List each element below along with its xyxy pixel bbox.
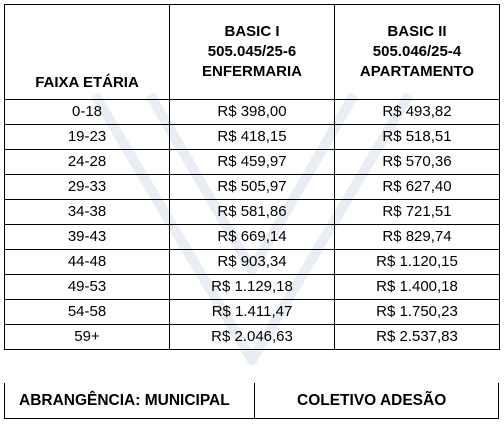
basic-1-price-cell: R$ 669,14 bbox=[170, 225, 335, 250]
age-column-header bbox=[5, 5, 170, 100]
coverage-label: ABRANGÊNCIA: MUNICIPAL bbox=[5, 383, 255, 418]
plan-name: BASIC I bbox=[224, 23, 280, 40]
basic-2-price-cell: R$ 518,51 bbox=[335, 125, 500, 150]
age-cell: 39-43 bbox=[5, 225, 170, 250]
table-row bbox=[5, 250, 500, 275]
basic-1-price-cell: R$ 505,97 bbox=[170, 175, 335, 200]
basic-2-price-cell: R$ 829,74 bbox=[335, 225, 500, 250]
age-cell: 29-33 bbox=[5, 175, 170, 200]
plan-registration: 505.045/25-6 bbox=[207, 43, 297, 60]
contract-type-label: COLETIVO ADESÃO bbox=[297, 391, 447, 409]
age-cell: 34-38 bbox=[5, 200, 170, 225]
plan-accommodation: ENFERMARIA bbox=[202, 63, 302, 80]
table-row bbox=[5, 100, 500, 125]
basic-2-price-cell: R$ 721,51 bbox=[335, 200, 500, 225]
basic-1-price-cell: R$ 418,15 bbox=[170, 125, 335, 150]
basic-2-price-cell: R$ 2.537,83 bbox=[335, 325, 500, 350]
basic-2-price-cell: R$ 627,40 bbox=[335, 175, 500, 200]
age-cell: 49-53 bbox=[5, 275, 170, 300]
age-cell: 24-28 bbox=[5, 150, 170, 175]
basic-1-price-cell: R$ 903,34 bbox=[170, 250, 335, 275]
table-row bbox=[5, 150, 500, 175]
age-cell: 19-23 bbox=[5, 125, 170, 150]
table-row bbox=[5, 200, 500, 225]
price-table bbox=[4, 4, 500, 350]
basic-1-price-cell: R$ 1.411,47 bbox=[170, 300, 335, 325]
plan-basic-2-header bbox=[335, 5, 500, 100]
table-row bbox=[5, 275, 500, 300]
plan-registration: 505.046/25-4 bbox=[372, 43, 462, 60]
table-row bbox=[5, 325, 500, 350]
basic-2-price-cell: R$ 493,82 bbox=[335, 100, 500, 125]
basic-1-price-cell: R$ 398,00 bbox=[170, 100, 335, 125]
table-row bbox=[5, 125, 500, 150]
basic-2-price-cell: R$ 1.400,18 bbox=[335, 275, 500, 300]
table-footer bbox=[4, 383, 499, 419]
table-row bbox=[5, 225, 500, 250]
age-cell: 59+ bbox=[5, 325, 170, 350]
basic-1-price-cell: R$ 1.129,18 bbox=[170, 275, 335, 300]
plan-accommodation: APARTAMENTO bbox=[359, 63, 475, 80]
age-header-label: FAIXA ETÁRIA bbox=[35, 74, 139, 91]
basic-2-price-cell: R$ 1.750,23 bbox=[335, 300, 500, 325]
age-cell: 0-18 bbox=[5, 100, 170, 125]
age-cell: 44-48 bbox=[5, 250, 170, 275]
plan-name: BASIC II bbox=[387, 23, 447, 40]
basic-1-price-cell: R$ 2.046,63 bbox=[170, 325, 335, 350]
table-header-row bbox=[5, 5, 500, 100]
basic-2-price-cell: R$ 570,36 bbox=[335, 150, 500, 175]
basic-1-price-cell: R$ 581,86 bbox=[170, 200, 335, 225]
table-row bbox=[5, 175, 500, 200]
age-cell: 54-58 bbox=[5, 300, 170, 325]
plan-basic-1-header bbox=[170, 5, 335, 100]
table-row bbox=[5, 300, 500, 325]
basic-2-price-cell: R$ 1.120,15 bbox=[335, 250, 500, 275]
basic-1-price-cell: R$ 459,97 bbox=[170, 150, 335, 175]
